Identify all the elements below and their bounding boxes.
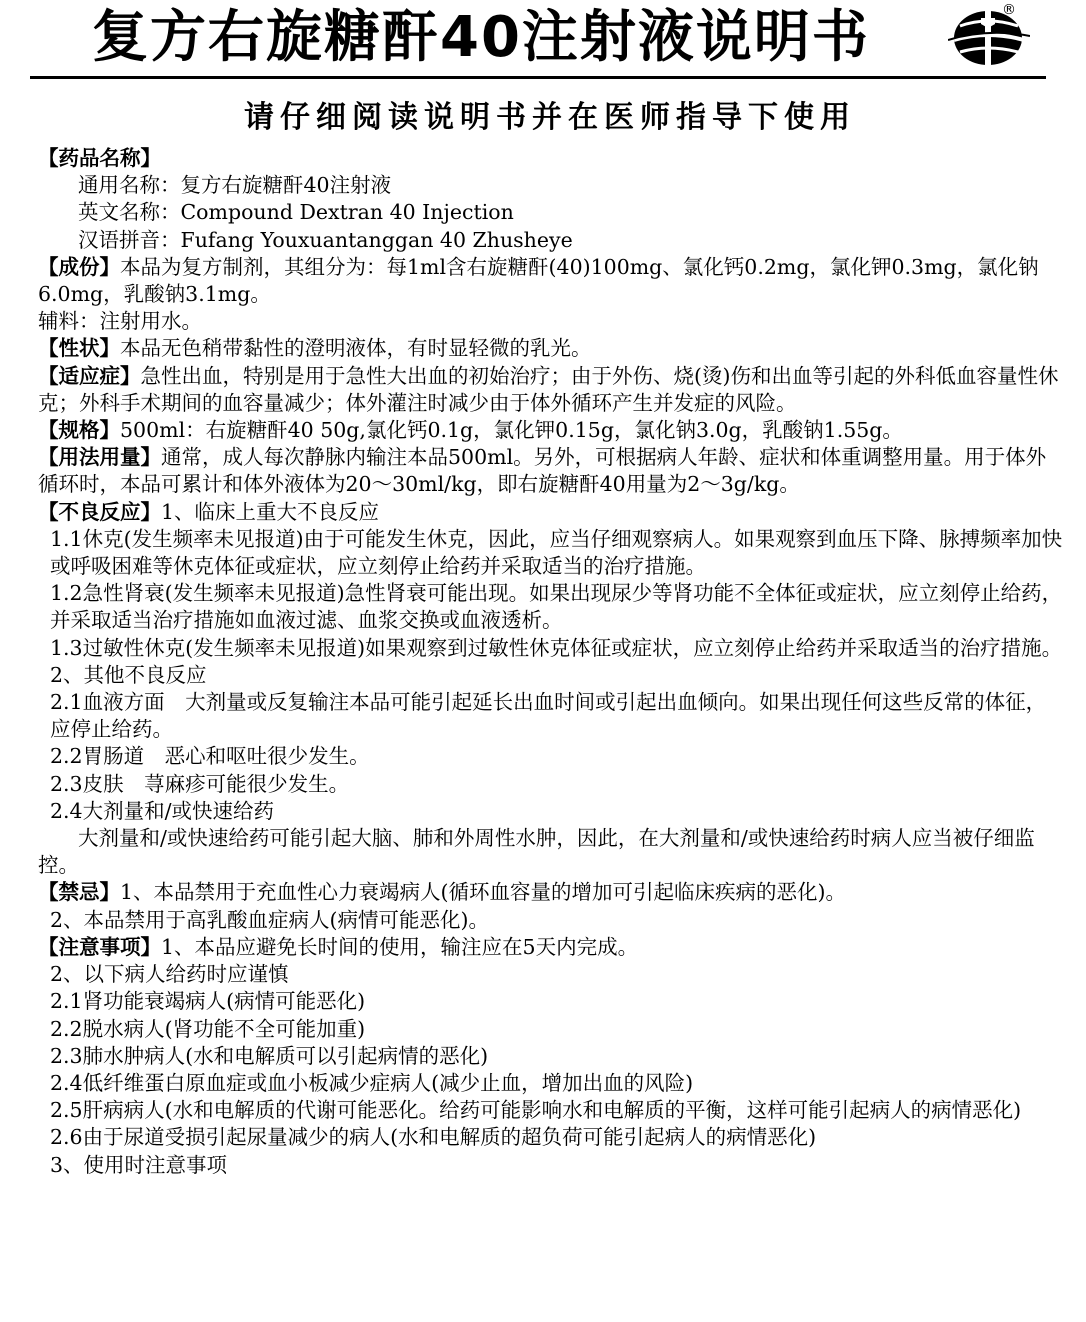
excipient-line: 辅料：注射用水。	[38, 309, 202, 334]
english-name-line: 英文名称：Compound Dextran 40 Injection	[78, 200, 514, 225]
appearance-section	[38, 335, 1066, 362]
dosage-text: 通常，成人每次静脉内输注本品500ml。另外，可根据病人年龄、症状和体重调整用量。用于体外循环时，本品可累计和体外液体为20～30ml/kg，即右旋糖酐40用量为2～3g/kg。	[38, 445, 1047, 497]
adverse-item: 1.1休克(发生频率未见报道)由于可能发生休克，因此，应当仔细观察病人。如果观察到血压下降、脉搏频率加快或呼吸困难等休克体征或症状，应立刻停止给药并采取适当的治疗措施。	[50, 526, 1063, 579]
adverse-note: 大剂量和/或快速给药可能引起大脑、肺和外周性水肿，因此，在大剂量和/或快速给药时病人应当被仔细监控。	[38, 826, 1035, 878]
composition-heading: 【成份】	[38, 254, 120, 279]
adverse-heading: 【不良反应】	[38, 499, 161, 524]
document-title: 复方右旋糖酐40注射液说明书	[92, 5, 870, 70]
adverse-item: 1.3过敏性休克(发生频率未见报道)如果观察到过敏性休克体征或症状，应立刻停止给药并采取适当的治疗措施。	[50, 635, 1063, 660]
indications-text: 急性出血，特别是用于急性大出血的初始治疗；由于外伤、烧(烫)伤和出血等引起的外科低血容量性休克；外科手术期间的血容量减少；体外灌注时减少由于体外循环产生并发症的风险。	[38, 363, 1059, 415]
precautions-heading: 【注意事项】	[38, 934, 161, 959]
indications-section	[38, 363, 1066, 417]
appearance-heading: 【性状】	[38, 336, 120, 361]
drug-name-heading: 【药品名称】	[38, 146, 161, 170]
adverse-item: 1.2急性肾衰(发生频率未见报道)急性肾衰可能出现。如果出现尿少等肾功能不全体征或症状，应立刻停止给药，并采取适当治疗措施如血液过滤、血浆交换或血液透析。	[50, 581, 1063, 633]
adverse-first-item: 1、临床上重大不良反应	[161, 499, 380, 524]
precaution-item: 2.3肺水肿病人(水和电解质可以引起病情的恶化)	[50, 1043, 489, 1068]
contraindications-section	[38, 879, 1066, 906]
adverse-item: 2、其他不良反应	[50, 662, 207, 687]
document-header	[0, 0, 1086, 82]
specification-text: 500ml：右旋糖酐40 50g,氯化钙0.1g，氯化钾0.15g，氯化钠3.0g，乳酸钠1.55g。	[120, 418, 903, 443]
precautions-section	[38, 934, 1066, 961]
globe-logo-icon	[948, 6, 1030, 68]
adverse-item: 2.3皮肤 荨麻疹可能很少发生。	[50, 771, 350, 796]
precaution-item: 2.6由于尿道受损引起尿量减少的病人(水和电解质的超负荷可能引起病人的病情恶化)	[50, 1125, 817, 1150]
precaution-item: 2.2脱水病人(肾功能不全可能加重)	[50, 1016, 366, 1041]
composition-text: 本品为复方制剂，其组分为：每1ml含右旋糖酐(40)100mg、氯化钙0.2mg，氯化钾0.3mg，氯化钠6.0mg，乳酸钠3.1mg。	[38, 254, 1039, 307]
precaution-item: 2.1肾功能衰竭病人(病情可能恶化)	[50, 989, 366, 1014]
adverse-item: 2.1血液方面 大剂量或反复输注本品可能引起延长出血时间或引起出血倾向。如果出现任何这些反常的体征，应停止给药。	[50, 690, 1047, 742]
adverse-item: 2.2胃肠道 恶心和呕吐很少发生。	[50, 744, 370, 769]
header-divider	[30, 76, 1046, 79]
dosage-heading: 【用法用量】	[38, 445, 161, 470]
generic-name-line: 通用名称：复方右旋糖酐40注射液	[78, 173, 392, 198]
indications-heading: 【适应症】	[38, 363, 141, 388]
precaution-item: 2.4低纤维蛋白原血症或血小板减少症病人(减少止血，增加出血的风险)	[50, 1070, 694, 1095]
registered-mark: ®	[1002, 2, 1016, 18]
appearance-text: 本品无色稍带黏性的澄明液体，有时显轻微的乳光。	[120, 336, 592, 361]
precaution-item: 2、以下病人给药时应谨慎	[50, 962, 289, 987]
specification-section	[38, 417, 1066, 444]
precaution-item: 2.5肝病病人(水和电解质的代谢可能恶化。给药可能影响水和电解质的平衡，这样可能引起病人的病情恶化)	[50, 1098, 1022, 1123]
reading-notice: 请仔细阅读说明书并在医师指导下使用	[244, 100, 856, 135]
contraindication-item: 2、本品禁用于高乳酸血症病人(病情可能恶化)。	[50, 907, 490, 932]
precaution-item: 3、使用时注意事项	[50, 1152, 228, 1177]
adverse-section	[38, 499, 1066, 526]
pinyin-name-line: 汉语拼音：Fufang Youxuantanggan 40 Zhusheye	[78, 227, 573, 252]
adverse-item: 2.4大剂量和/或快速给药	[50, 798, 275, 823]
composition-section	[38, 254, 1066, 308]
specification-heading: 【规格】	[38, 418, 120, 443]
dosage-section	[38, 444, 1066, 498]
precautions-first-item: 1、本品应避免长时间的使用，输注应在5天内完成。	[161, 934, 639, 959]
contraindications-heading: 【禁忌】	[38, 880, 120, 905]
document-body	[38, 145, 1066, 1179]
contraindications-first-item: 1、本品禁用于充血性心力衰竭病人(循环血容量的增加可引起临床疾病的恶化)。	[120, 880, 847, 905]
